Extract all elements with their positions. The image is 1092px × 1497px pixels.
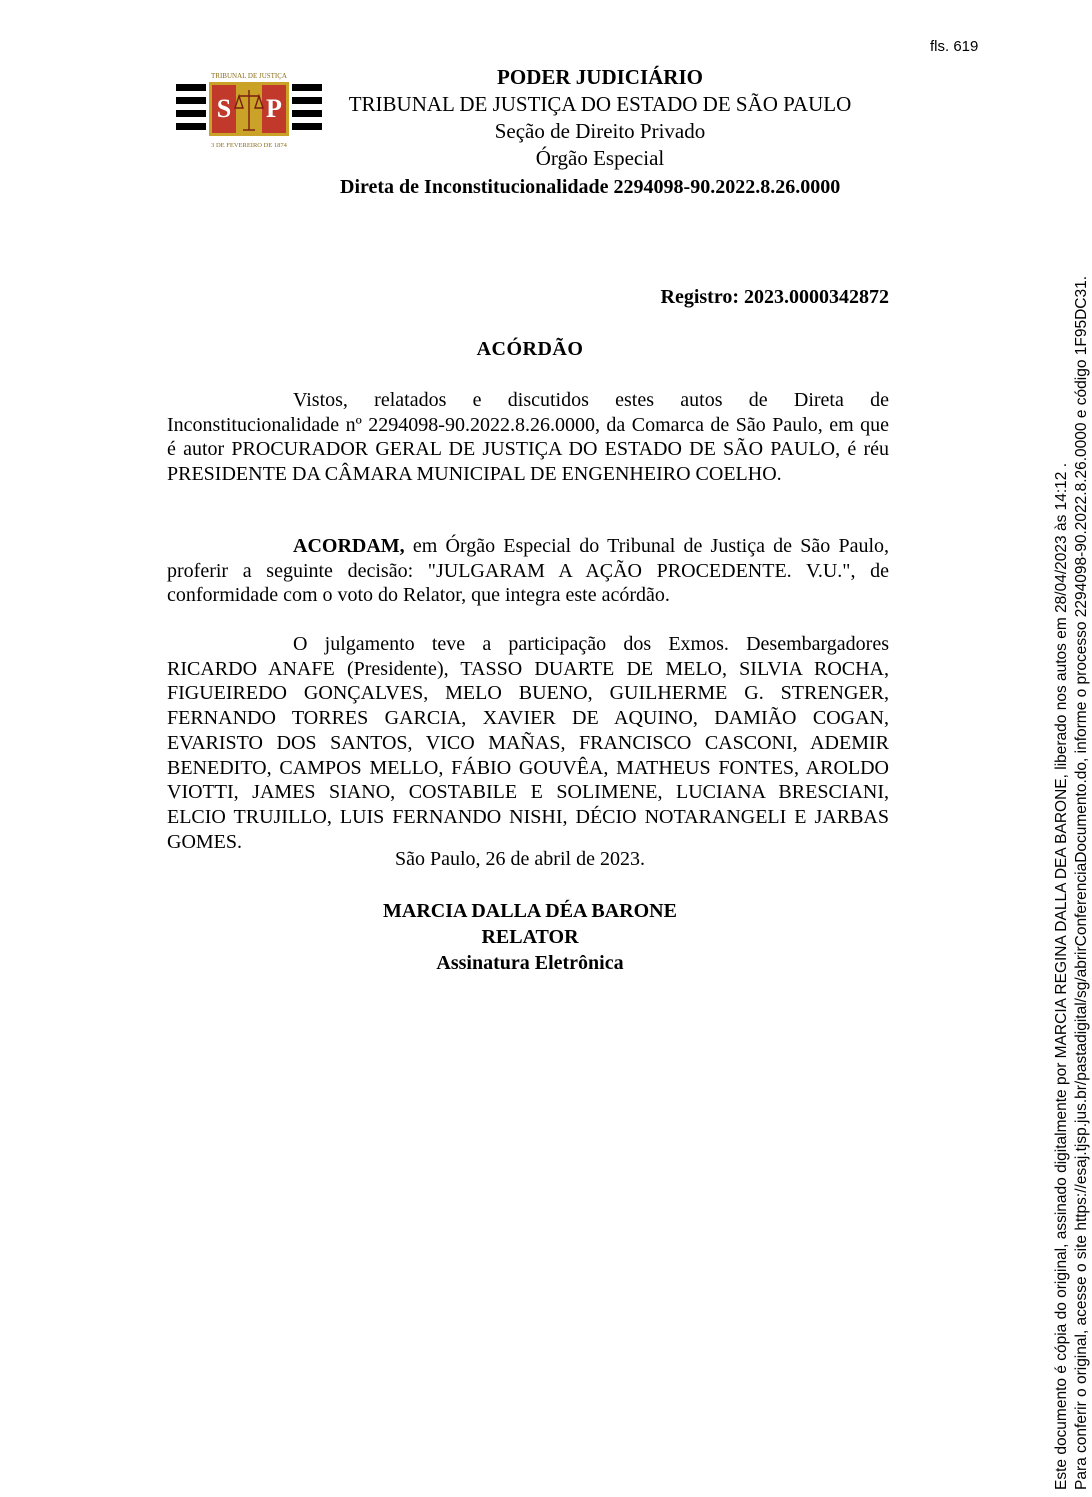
- header-line-4: Órgão Especial: [535, 146, 665, 170]
- paragraph-3-text: O julgamento teve a participação dos Exmos. Desembargadores RICARDO ANAFE (Presidente), TASSO DUARTE DE MELO, SILVIA ROCHA, FIGUEIREDO GONÇALVES, MELO BUENO, GUILHERME G. STRENGER, FERNANDO TORRES GARCIA, XAVIER DE AQUINO, DAMIÃO COGAN, EVARISTO DOS SANTOS, VICO MAÑAS, FRANCISCO CASCONI, ADEMIR BENEDITO, CAMPOS MELLO, FÁBIO GOUVÊA, MATHEUS FONTES, AROLDO VIOTTI, JAMES SIANO, COSTABILE E SOLIMENE, LUCIANA BRESCIANI, ELCIO TRUJILLO, LUIS FERNANDO NISHI, DÉCIO NOTARANGELI E JARBAS GOMES.: [167, 633, 889, 853]
- date-line: São Paulo, 26 de abril de 2023.: [395, 848, 645, 870]
- paragraph-2: [167, 534, 889, 608]
- document-header: [330, 64, 870, 172]
- page-marker: fls. 619: [930, 38, 979, 55]
- logo-top-text: TRIBUNAL DE JUSTIÇA: [211, 72, 287, 80]
- tjsp-logo: [176, 70, 322, 152]
- signature-note: Assinatura Eletrônica: [436, 952, 624, 974]
- header-line-3: Seção de Direito Privado: [494, 119, 706, 143]
- header-line-2: TRIBUNAL DE JUSTIÇA DO ESTADO DE SÃO PAULO: [348, 92, 852, 116]
- process-number: Direta de Inconstitucionalidade 2294098-90.2022.8.26.0000: [340, 176, 841, 198]
- signature-block: [330, 898, 730, 976]
- logo-letter-p: P: [266, 94, 282, 123]
- paragraph-2-lead: ACORDAM,: [293, 535, 405, 557]
- logo-letter-s: S: [216, 94, 232, 123]
- paragraph-3: [167, 632, 889, 854]
- side-authentication-note: [1052, 230, 1092, 1490]
- registro: Registro: 2023.0000342872: [660, 286, 889, 308]
- side-note-line-2: Para conferir o original, acesse o site https://esaj.tjsp.jus.br/pastadigital/sg/abrirConferenciaDocumento.do, informe o processo 2294098-90.2022.8.26.0000 e código 1F95DC31.: [1073, 275, 1090, 1490]
- signer-name: MARCIA DALLA DÉA BARONE: [383, 900, 677, 922]
- logo-bottom-text: 3 DE FEVEREIRO DE 1874: [211, 142, 287, 149]
- header-line-1: PODER JUDICIÁRIO: [497, 65, 703, 89]
- paragraph-2-text: em Órgão Especial do Tribunal de Justiça de São Paulo, proferir a seguinte decisão: "JULGARAM A AÇÃO PROCEDENTE. V.U.", de conformidade com o voto do Relator, que integra este acórdão.: [167, 535, 889, 607]
- document-title: ACÓRDÃO: [476, 338, 584, 360]
- paragraph-1: [167, 388, 889, 487]
- side-note-line-1: Este documento é cópia do original, assinado digitalmente por MARCIA REGINA DALLA DEA BARONE, liberado nos autos em 28/04/2023 às 14:12 .: [1053, 462, 1070, 1490]
- signer-role: RELATOR: [481, 926, 579, 948]
- paragraph-1-text: Vistos, relatados e discutidos estes autos de Direta de Inconstitucionalidade nº 2294098-90.2022.8.26.0000, da Comarca de São Paulo, em que é autor PROCURADOR GERAL DE JUSTIÇA DO ESTADO DE SÃO PAULO, é réu PRESIDENTE DA CÂMARA MUNICIPAL DE ENGENHEIRO COELHO.: [167, 389, 889, 486]
